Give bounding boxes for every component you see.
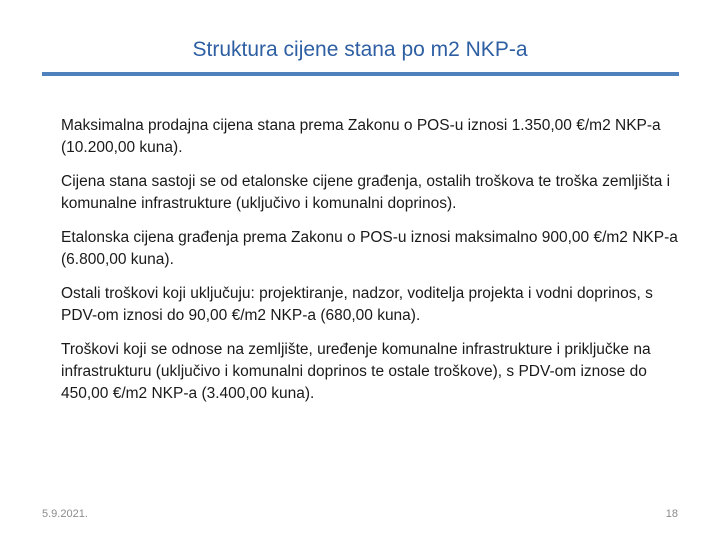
paragraph-land-costs: Troškovi koji se odnose na zemljište, uređenje komunalne infrastrukture i priključke na infrastrukturu (uključivo i komunalni doprinos te ostale troškove), s PDV-om iznose do 450,00 €/m2 NKP-a (3.400,00 kuna). <box>61 341 651 402</box>
paragraph-construction-cost: Etalonska cijena građenja prema Zakonu o POS-u iznosi maksimalno 900,00 €/m2 NKP-a (6.800,00 kuna). <box>61 229 678 268</box>
title-underline-rule <box>42 72 679 76</box>
paragraph-other-costs: Ostali troškovi koji uključuju: projektiranje, nadzor, voditelja projekta i vodni doprinos, s PDV-om iznosi do 90,00 €/m2 NKP-a (680,00 kuna). <box>61 285 653 324</box>
paragraph-price-composition: Cijena stana sastoji se od etalonske cijene građenja, ostalih troškova te troška zemljišta i komunalne infrastrukture (uključivo i komunalni doprinos). <box>61 173 671 212</box>
paragraph-max-price: Maksimalna prodajna cijena stana prema Zakonu o POS-u iznosi 1.350,00 €/m2 NKP-a (10.200,00 kuna). <box>61 117 661 156</box>
footer-date: 5.9.2021. <box>42 508 88 520</box>
slide-title: Struktura cijene stana po m2 NKP-a <box>192 38 528 61</box>
slide-body <box>61 115 679 417</box>
footer-page-number: 18 <box>665 508 678 520</box>
